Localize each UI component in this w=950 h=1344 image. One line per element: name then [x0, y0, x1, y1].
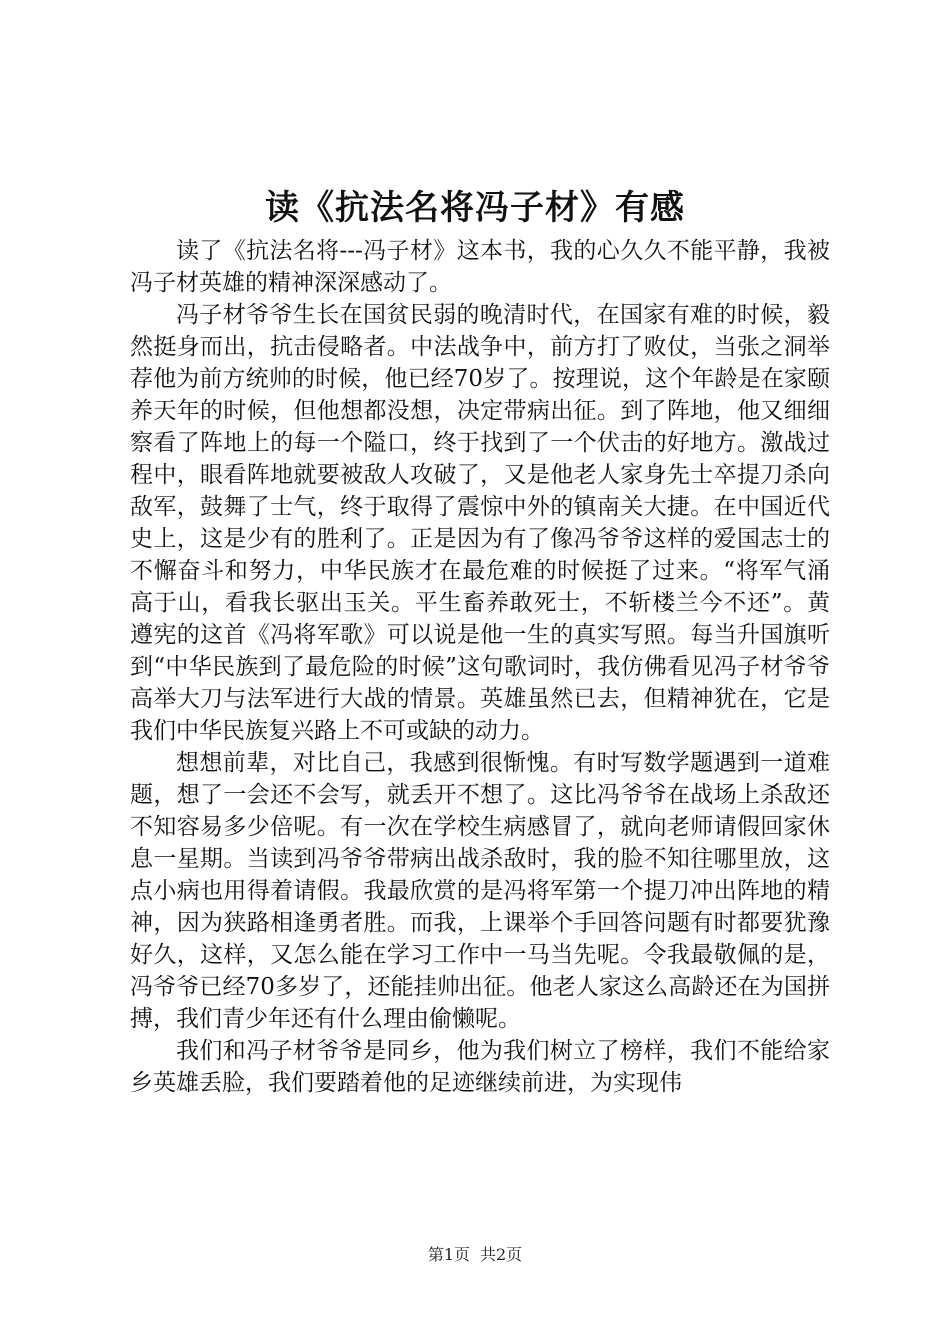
paragraph-4: 我们和冯子材爷爷是同乡，他为我们树立了榜样，我们不能给家乡英雄丢脸，我们要踏着他的足迹继续前进，为实现伟 — [130, 1038, 830, 1096]
paragraph-3: 想想前辈，对比自己，我感到很惭愧。有时写数学题遇到一道难题，想了一会还不会写，就丢开不想了。这比冯爷爷在战场上杀敌还不知容易多少倍呢。有一次在学校生病感冒了，就向老师请假回家休息一星期。当读到冯爷爷带病出战杀敌时，我的脸不知往哪里放，这点小病也用得着请假。我最欣赏的是冯将军第一个提刀冲出阵地的精神，因为狭路相逢勇者胜。而我，上课举个手回答问题有时都要犹豫好久，这样，又怎么能在学习工作中一马当先呢。令我最敬佩的是，冯爷爷已经70多岁了，还能挂帅出征。他老人家这么高龄还在为国拼搏，我们青少年还有什么理由偷懒呢。 — [130, 750, 830, 1032]
page-number: 第1页 — [427, 1245, 470, 1264]
paragraph-1: 读了《抗法名将---冯子材》这本书，我的心久久不能平静，我被冯子材英雄的精神深深感动了。 — [130, 238, 830, 296]
paragraph-2: 冯子材爷爷生长在国贫民弱的晚清时代，在国家有难的时候，毅然挺身而出，抗击侵略者。中法战争中，前方打了败仗，当张之洞举荐他为前方统帅的时候，他已经70岁了。按理说，这个年龄是在家颐养天年的时候，但他想都没想，决定带病出征。到了阵地，他又细细察看了阵地上的每一个隘口，终于找到了一个伏击的好地方。激战过程中，眼看阵地就要被敌人攻破了，又是他老人家身先士卒提刀杀向敌军，鼓舞了士气，终于取得了震惊中外的镇南关大捷。在中国近代史上，这是少有的胜利了。正是因为有了像冯爷爷这样的爱国志士的不懈奋斗和努力，中华民族才在最危难的时候挺了过来。“将军气涌高于山，看我长驱出玉关。平生畜养敢死士，不斩楼兰今不还”。黄遵宪的这首《冯将军歌》可以说是他一生的真实写照。每当升国旗听到“中华民族到了最危险的时候”这句歌词时，我仿佛看见冯子材爷爷高举大刀与法军进行大战的情景。英雄虽然已去，但精神犹在，它是我们中华民族复兴路上不可或缺的动力。 — [130, 302, 830, 744]
document-title: 读《抗法名将冯子材》有感 — [265, 188, 685, 228]
page-footer — [0, 1243, 950, 1267]
document-body — [130, 235, 830, 1099]
page-total: 共2页 — [480, 1245, 523, 1264]
